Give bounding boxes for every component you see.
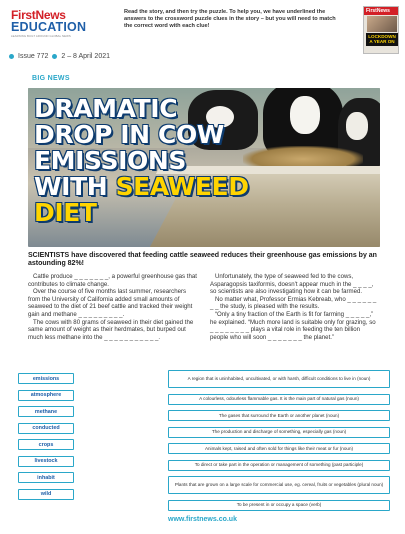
- cover-photo: [367, 16, 397, 32]
- cover-headline: LOCKDOWN A YEAR ON: [366, 33, 398, 46]
- article-paragraph: The cows with 80 grams of seaweed in their diet gained the same amount of weight as their herdmates, but burped out much less methane into the _ _ _ _ _ _ _ _ _ _ _.: [28, 318, 194, 341]
- clue-box[interactable]: To direct or take part in the operation or management of something (past participle): [168, 460, 390, 471]
- word-tile[interactable]: wild: [18, 489, 74, 500]
- instructions: Read the story, and then try the puzzle. To help you, we have underlined the answers to the crossword puzzle clues in the story – but you will need to match the correct word with each clue!: [124, 9, 336, 30]
- word-bank: [18, 373, 74, 505]
- issue-info: [9, 53, 110, 60]
- cow-patch: [290, 96, 320, 134]
- issue-dates: 2 – 8 April 2021: [61, 53, 111, 60]
- headline-highlight: DIET: [34, 198, 97, 227]
- word-tile[interactable]: crops: [18, 439, 74, 450]
- lead-paragraph: SCIENTISTS have discovered that feeding cattle seaweed reduces their greenhouse gas emissions by an astounding 82%!: [28, 252, 377, 268]
- section-label: BIG NEWS: [32, 75, 70, 82]
- footer-url[interactable]: www.firstnews.co.uk: [168, 516, 237, 523]
- clue-box[interactable]: Plants that are grown on a large scale for commercial use, eg. cereal, fruits or vegetables (plural noun): [168, 476, 390, 494]
- cover-masthead: FirstNews: [364, 7, 398, 15]
- article-paragraph: “Only a tiny fraction of the Earth is fit for farming _ _ _ _ _,” he explained. “Much more land is suitable only for grazing, so _ _ _ _ _ _ _ _ plays a vital role in feeding the ten billion people who will soon _ _ _ _ _ _ _ the planet.”: [210, 310, 376, 341]
- headline: [34, 96, 254, 226]
- brand-tagline: LEARNING BUILT AROUND GLOBAL NEWS: [11, 34, 71, 38]
- brand-name-bottom: EDUCATION: [11, 20, 87, 34]
- word-tile[interactable]: conducted: [18, 423, 74, 434]
- headline-line: DRAMATIC: [34, 94, 178, 123]
- word-tile[interactable]: atmosphere: [18, 390, 74, 401]
- clue-box[interactable]: A region that is uninhabited, uncultivated, or with harsh, difficult conditions to live in (noun): [168, 370, 390, 388]
- cow-patch: [346, 112, 368, 140]
- article-paragraph: Over the course of five months last summer, researchers from the University of California added small amounts of seaweed to the diet of 21 beef cattle and tracked their weight gain and methane _ _ _ _ _ _ _ _ _.: [28, 288, 193, 318]
- article-paragraph: Unfortunately, the type of seaweed fed to the cows, Asparagopsis taxiformis, doesn't appear much in the _ _ _ _, so scientists are also investigating how it can be farmed.: [210, 273, 374, 296]
- article-paragraph: No matter what, Professor Ermias Kebreab, who _ _ _ _ _ _ _ _ the study, is pleased with the results.: [210, 295, 377, 311]
- headline-line: EMISSIONS: [34, 146, 187, 175]
- headline-highlight: SEAWEED: [115, 172, 249, 201]
- clue-box[interactable]: A colourless, odourless flammable gas. It is the main part of natural gas (noun): [168, 394, 390, 405]
- clue-box[interactable]: Animals kept, raised and often sold for things like their meat or fur (noun): [168, 443, 390, 454]
- bullet-icon: [52, 54, 57, 59]
- word-tile[interactable]: inhabit: [18, 472, 74, 483]
- cover-thumbnail: [363, 6, 399, 54]
- issue-number: Issue 772: [18, 53, 49, 60]
- article-paragraph: Cattle produce _ _ _ _ _ _ _, a powerful greenhouse gas that contributes to climate change.: [28, 273, 197, 288]
- headline-white: WITH: [34, 172, 116, 201]
- hero-image: [28, 88, 380, 247]
- brand-name-top: FirstNews: [11, 8, 66, 22]
- brand-logo: [11, 9, 107, 38]
- clue-list: [168, 370, 390, 516]
- word-tile[interactable]: emissions: [18, 373, 74, 384]
- clue-box[interactable]: The gases that surround the Earth or another planet (noun): [168, 410, 390, 421]
- article-column-right: [210, 273, 380, 341]
- headline-line: [34, 174, 254, 200]
- word-tile[interactable]: livestock: [18, 456, 74, 467]
- headline-line: DROP IN COW: [34, 120, 224, 149]
- clue-box[interactable]: The production and discharge of something, especially gas (noun): [168, 427, 390, 438]
- clue-box[interactable]: To be present in or occupy a space (verb): [168, 500, 390, 511]
- bullet-icon: [9, 54, 14, 59]
- article-column-left: [28, 273, 198, 341]
- word-tile[interactable]: methane: [18, 406, 74, 417]
